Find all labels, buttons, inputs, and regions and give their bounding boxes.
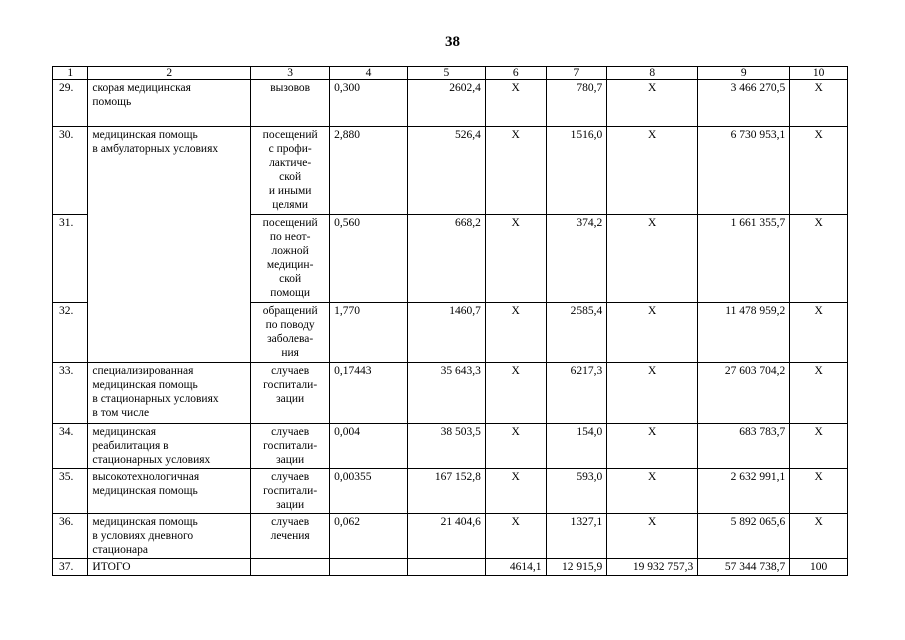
row-number: 31. [53, 215, 88, 303]
column-header: 3 [251, 67, 330, 80]
cell-col5: 2602,4 [407, 80, 485, 127]
cell-col8: X [607, 215, 698, 303]
cell-col4: 0,004 [330, 424, 408, 469]
service-name: медицинская реабилитация в стационарных условиях [88, 424, 251, 469]
row-number: 32. [53, 303, 88, 363]
unit: посещений с профи- лактиче- ской и иными целями [251, 127, 330, 215]
service-name: специализированная медицинская помощь в стационарных условиях в том числе [88, 363, 251, 424]
cell-col4: 0,300 [330, 80, 408, 127]
cell-col4: 0,17443 [330, 363, 408, 424]
table-row [53, 424, 848, 469]
cell-col9: 11 478 959,2 [698, 303, 790, 363]
cell-col4: 0,00355 [330, 469, 408, 514]
row-number: 34. [53, 424, 88, 469]
column-header: 1 [53, 67, 88, 80]
cell-col10: X [790, 363, 848, 424]
cell-col10: X [790, 514, 848, 559]
cell-col9: 3 466 270,5 [698, 80, 790, 127]
table-row [53, 363, 848, 424]
column-header: 5 [407, 67, 485, 80]
table-row [53, 303, 848, 363]
cell-col6: X [485, 424, 546, 469]
unit: посещений по неот- ложной медицин- ской помощи [251, 215, 330, 303]
cell-col8: X [607, 363, 698, 424]
unit: случаев госпитали- зации [251, 363, 330, 424]
cell-col4: 0,560 [330, 215, 408, 303]
cell-col7: 1516,0 [546, 127, 607, 215]
service-name [88, 303, 251, 363]
cell-col5: 167 152,8 [407, 469, 485, 514]
cell-col9: 2 632 991,1 [698, 469, 790, 514]
cell-col6: X [485, 127, 546, 215]
cell-col7: 2585,4 [546, 303, 607, 363]
cell-col7: 6217,3 [546, 363, 607, 424]
cell-col5: 668,2 [407, 215, 485, 303]
cell-col6: 4614,1 [485, 559, 546, 576]
data-table [52, 66, 848, 576]
service-name: скорая медицинская помощь [88, 80, 251, 127]
cell-col10: X [790, 469, 848, 514]
cell-col5: 35 643,3 [407, 363, 485, 424]
cell-col4: 0,062 [330, 514, 408, 559]
cell-col8: X [607, 469, 698, 514]
cell-col4 [330, 559, 408, 576]
service-name: медицинская помощь в условиях дневного стационара [88, 514, 251, 559]
cell-col9: 6 730 953,1 [698, 127, 790, 215]
table-row [53, 80, 848, 127]
column-header: 10 [790, 67, 848, 80]
column-header: 2 [88, 67, 251, 80]
cell-col10: X [790, 215, 848, 303]
service-name: высокотехнологичная медицинская помощь [88, 469, 251, 514]
unit: случаев госпитали- зации [251, 469, 330, 514]
table-row [53, 469, 848, 514]
cell-col8: X [607, 514, 698, 559]
cell-col6: X [485, 303, 546, 363]
column-header: 4 [330, 67, 408, 80]
service-name: ИТОГО [88, 559, 251, 576]
total-row [53, 559, 848, 576]
table-row [53, 215, 848, 303]
cell-col10: 100 [790, 559, 848, 576]
table-row [53, 127, 848, 215]
cell-col4: 1,770 [330, 303, 408, 363]
row-number: 29. [53, 80, 88, 127]
page-number: 38 [445, 34, 460, 50]
cell-col8: X [607, 303, 698, 363]
cell-col10: X [790, 424, 848, 469]
row-number: 35. [53, 469, 88, 514]
cell-col7: 780,7 [546, 80, 607, 127]
service-name: медицинская помощь в амбулаторных условиях [88, 127, 251, 215]
cell-col10: X [790, 127, 848, 215]
cell-col5: 1460,7 [407, 303, 485, 363]
cell-col10: X [790, 80, 848, 127]
cell-col9: 57 344 738,7 [698, 559, 790, 576]
cell-col7: 374,2 [546, 215, 607, 303]
cell-col9: 5 892 065,6 [698, 514, 790, 559]
cell-col6: X [485, 363, 546, 424]
service-name [88, 215, 251, 303]
cell-col10: X [790, 303, 848, 363]
column-header: 6 [485, 67, 546, 80]
column-header: 7 [546, 67, 607, 80]
cell-col6: X [485, 215, 546, 303]
cell-col9: 683 783,7 [698, 424, 790, 469]
cell-col4: 2,880 [330, 127, 408, 215]
cell-col6: X [485, 514, 546, 559]
table-row [53, 514, 848, 559]
header-row [53, 67, 848, 80]
cell-col8: 19 932 757,3 [607, 559, 698, 576]
cell-col6: X [485, 469, 546, 514]
column-header: 8 [607, 67, 698, 80]
column-header: 9 [698, 67, 790, 80]
cell-col8: X [607, 127, 698, 215]
cell-col7: 593,0 [546, 469, 607, 514]
cell-col5: 21 404,6 [407, 514, 485, 559]
cell-col5: 526,4 [407, 127, 485, 215]
unit [251, 559, 330, 576]
cell-col9: 27 603 704,2 [698, 363, 790, 424]
row-number: 37. [53, 559, 88, 576]
unit: обращений по поводу заболева- ния [251, 303, 330, 363]
cell-col7: 12 915,9 [546, 559, 607, 576]
cell-col6: X [485, 80, 546, 127]
cell-col7: 1327,1 [546, 514, 607, 559]
cell-col9: 1 661 355,7 [698, 215, 790, 303]
cell-col5 [407, 559, 485, 576]
cell-col7: 154,0 [546, 424, 607, 469]
unit: случаев госпитали- зации [251, 424, 330, 469]
row-number: 33. [53, 363, 88, 424]
row-number: 36. [53, 514, 88, 559]
unit: случаев лечения [251, 514, 330, 559]
cell-col8: X [607, 80, 698, 127]
row-number: 30. [53, 127, 88, 215]
cell-col8: X [607, 424, 698, 469]
unit: вызовов [251, 80, 330, 127]
cell-col5: 38 503,5 [407, 424, 485, 469]
